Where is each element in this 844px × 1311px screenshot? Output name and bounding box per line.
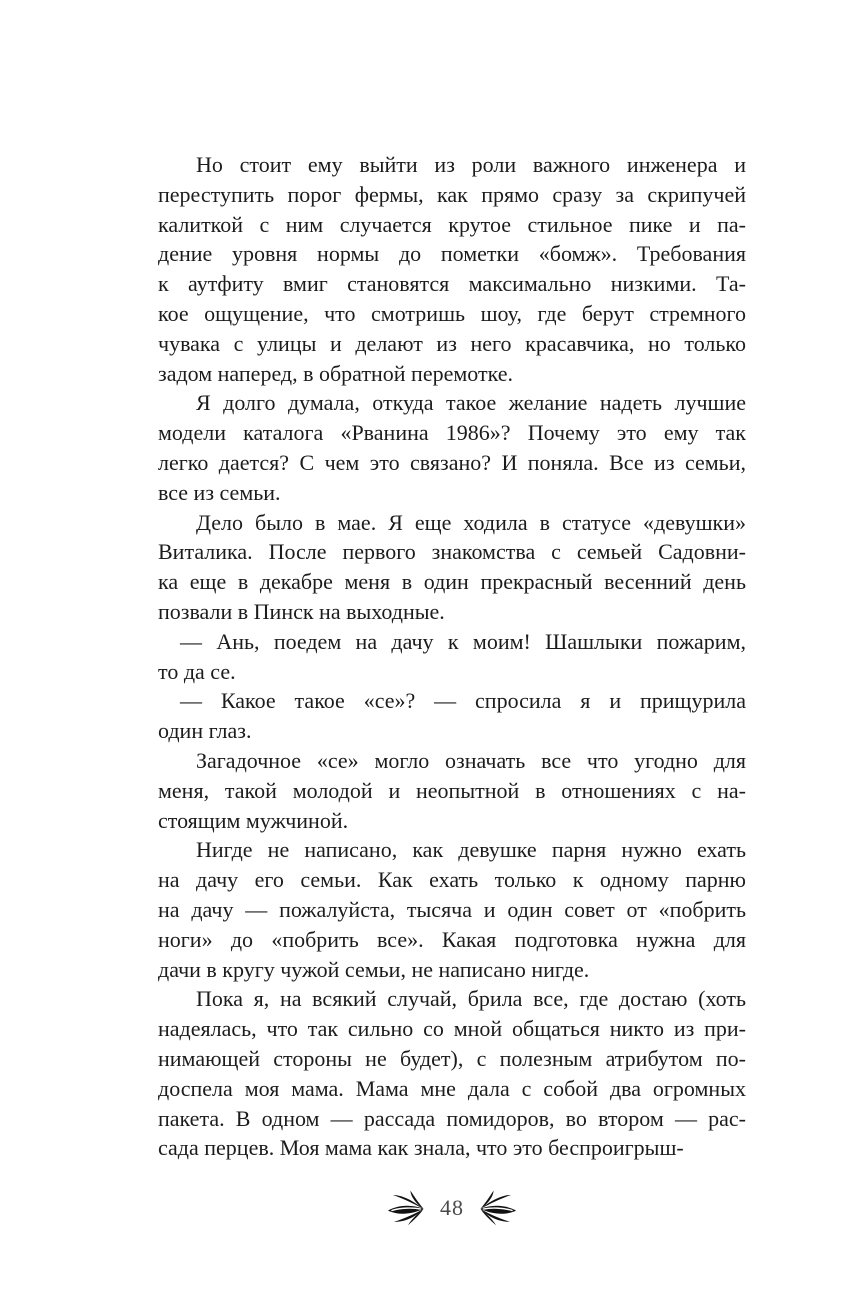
paragraph bbox=[158, 835, 746, 984]
text-line: сада перцев. Моя мама как знала, что это беспроигрыш- bbox=[158, 1135, 684, 1161]
text-line: Но стоит ему выйти из роли важного инженера и bbox=[196, 152, 746, 177]
text-line: задом наперед, в обратной перемотке. bbox=[158, 360, 513, 386]
text-line: пакета. В одном — рассада помидоров, во втором — рас- bbox=[158, 1105, 746, 1131]
text-line: ка еще в декабре меня в один прекрасный весенний день bbox=[158, 569, 746, 595]
page-number: 48 bbox=[440, 1195, 464, 1220]
text-line: нимающей стороны не будет), с полезным атрибутом по- bbox=[158, 1045, 746, 1071]
text-line: к аутфиту вмиг становятся максимально низкими. Та- bbox=[158, 271, 746, 297]
paragraph bbox=[158, 627, 746, 687]
text-line: калиткой с ним случается крутое стильное пике и па- bbox=[158, 211, 746, 237]
text-line: Я долго думала, откуда такое желание надеть лучшие bbox=[196, 390, 746, 416]
text-line: — Какое такое «се»? — спросила я и прищурила bbox=[180, 688, 746, 714]
text-line: Загадочное «се» могло означать все что угодно для bbox=[196, 747, 746, 773]
book-text-block bbox=[158, 150, 746, 1163]
paragraph bbox=[158, 746, 746, 835]
text-line: кое ощущение, что смотришь шоу, где берут стремного bbox=[158, 300, 746, 326]
paragraph bbox=[158, 150, 746, 388]
text-line: позвали в Пинск на выходные. bbox=[158, 598, 445, 624]
paragraph bbox=[158, 388, 746, 507]
text-line: доспела моя мама. Мама мне дала с собой два огромных bbox=[158, 1075, 746, 1101]
text-line: на дачу — пожалуйста, тысяча и один совет от «побрить bbox=[158, 896, 746, 922]
text-line: все из семьи. bbox=[158, 479, 281, 505]
text-line: то да се. bbox=[158, 658, 236, 684]
left-wing-ornament-icon bbox=[387, 1190, 427, 1226]
text-line: Нигде не написано, как девушке парня нужно ехать bbox=[196, 837, 746, 863]
text-line: Пока я, на всякий случай, брила все, где достаю (хоть bbox=[196, 986, 746, 1012]
text-line: надеялась, что так сильно со мной общаться никто из при- bbox=[158, 1016, 746, 1042]
paragraph bbox=[158, 686, 746, 746]
paragraph bbox=[158, 508, 746, 627]
text-line: Виталика. После первого знакомства с семьей Садовни- bbox=[158, 539, 746, 565]
page-footer bbox=[158, 1186, 746, 1230]
text-line: один глаз. bbox=[158, 718, 252, 744]
text-line: легко дается? С чем это связано? И поняла. Все из семьи, bbox=[158, 449, 746, 475]
paragraph bbox=[158, 984, 746, 1163]
text-line: ноги» до «побрить все». Какая подготовка нужна для bbox=[158, 926, 746, 952]
text-line: на дачу его семьи. Как ехать только к одному парню bbox=[158, 867, 746, 893]
text-line: Дело было в мае. Я еще ходила в статусе «девушки» bbox=[196, 509, 746, 535]
text-line: — Ань, поедем на дачу к моим! Шашлыки пожарим, bbox=[180, 628, 746, 654]
text-line: стоящим мужчиной. bbox=[158, 807, 349, 833]
text-line: меня, такой молодой и неопытной в отношениях с на- bbox=[158, 777, 746, 803]
text-line: чувака с улицы и делают из него красавчика, но только bbox=[158, 330, 746, 356]
text-line: переступить порог фермы, как прямо сразу за скрипучей bbox=[158, 181, 746, 207]
right-wing-ornament-icon bbox=[477, 1190, 517, 1226]
text-line: дение уровня нормы до пометки «бомж». Требования bbox=[158, 241, 746, 267]
text-line: дачи в кругу чужой семьи, не написано нигде. bbox=[158, 956, 590, 982]
text-line: модели каталога «Рванина 1986»? Почему это ему так bbox=[158, 420, 746, 446]
